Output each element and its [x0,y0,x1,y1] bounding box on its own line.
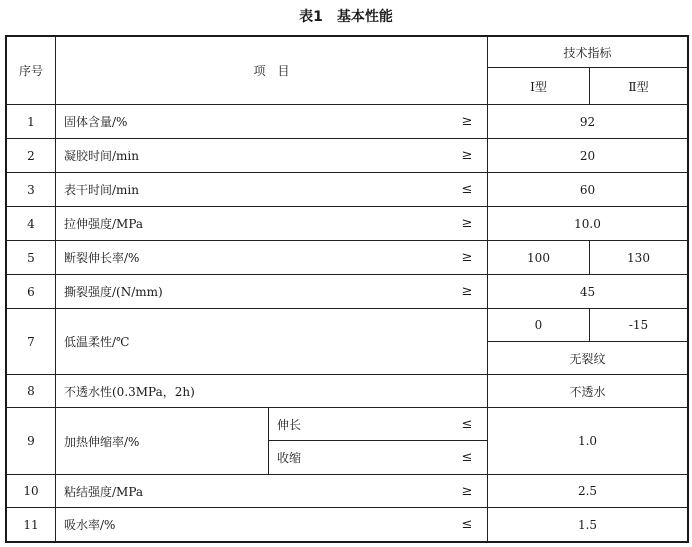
row-no: 7 [27,334,35,349]
row-no: 8 [27,384,35,398]
row-no: 5 [27,250,35,265]
row-value: 2.5 [577,484,598,498]
row-value: 1.5 [577,517,598,532]
row-item: 断裂伸长率/% [64,251,140,265]
row-item: 低温柔性/℃ [64,335,130,349]
row-value: 20 [579,148,596,163]
row-operator: ≤ [461,182,473,197]
header-item: 项 目 [253,64,290,78]
row-value: 不透水 [569,384,606,399]
row-item: 表干时间/min [64,183,139,197]
row-operator: ≤ [461,517,473,532]
row-no: 11 [23,517,39,532]
row-operator: ≤ [461,450,473,465]
row-value: 1.0 [577,434,598,448]
row-item: 固体含量/% [64,115,128,129]
header-spec: 技术指标 [563,45,612,60]
row-subitem-expand: 伸长 [277,417,302,432]
table-title: 表1 基本性能 [299,9,393,25]
row-no: 2 [27,148,35,163]
row-item: 凝胶时间/min [64,149,139,163]
row-value-type1: 0 [534,318,543,332]
row-item: 撕裂强度/(N/mm) [64,285,163,299]
row-no: 3 [27,182,35,197]
performance-table [5,35,689,543]
row-operator: ≥ [461,250,473,265]
row-value: 45 [579,284,596,299]
row-no: 1 [27,114,35,129]
row-operator: ≥ [461,483,473,499]
row-item: 粘结强度/MPa [64,484,144,499]
header-type2: Ⅱ型 [628,79,649,94]
row-no: 10 [23,484,39,498]
row-value: 60 [579,182,596,197]
row-no: 6 [27,284,35,299]
row-no: 4 [27,216,35,231]
row-operator: ≥ [461,284,473,299]
row-value-type2: 130 [627,250,650,265]
row-item: 加热伸缩率/% [64,434,140,449]
row-item: 拉伸强度/MPa [64,217,144,231]
row-operator: ≥ [461,114,473,129]
row-operator: ≥ [461,216,473,231]
row-subitem-shrink: 收缩 [277,451,302,465]
header-no: 序号 [18,64,43,78]
row-no: 9 [27,434,35,448]
row-item: 吸水率/% [64,518,116,532]
row-operator: ≥ [461,148,473,163]
row-value-common: 无裂纹 [569,351,606,366]
row-value: 92 [579,114,596,129]
row-value-type1: 100 [527,250,550,265]
row-value-type2: -15 [628,318,649,332]
header-type1: Ⅰ型 [530,79,547,94]
row-item: 不透水性(0.3MPa，2h) [64,384,195,399]
row-value: 10.0 [574,216,601,231]
row-operator: ≤ [461,416,473,432]
